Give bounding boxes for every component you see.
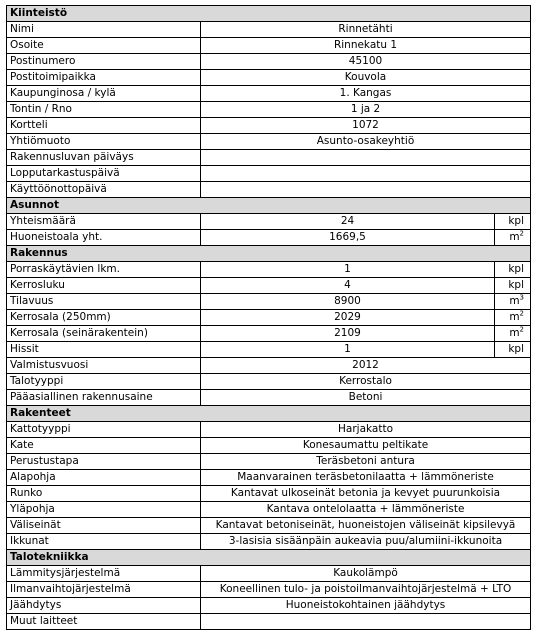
table-row xyxy=(7,582,531,598)
row-value: 1 ja 2 xyxy=(201,102,531,118)
property-info-body xyxy=(7,6,531,630)
section-title: Asunnot xyxy=(7,198,531,214)
row-value: Huoneistokohtainen jäähdytys xyxy=(201,598,531,614)
row-value: Rinnetähti xyxy=(201,22,531,38)
unit-text: m xyxy=(509,327,520,339)
unit-text: m xyxy=(509,311,520,323)
unit-text: kpl xyxy=(508,263,525,275)
row-label: Ilmanvaihtojärjestelmä xyxy=(7,582,201,598)
row-label: Valmistusvuosi xyxy=(7,358,201,374)
row-label: Postinumero xyxy=(7,54,201,70)
table-row xyxy=(7,86,531,102)
table-row xyxy=(7,182,531,198)
table-row xyxy=(7,38,531,54)
row-label: Postitoimipaikka xyxy=(7,70,201,86)
row-unit xyxy=(495,310,531,326)
table-row xyxy=(7,70,531,86)
row-value: 1669,5 xyxy=(201,230,495,246)
unit-text: kpl xyxy=(508,343,525,355)
section-title: Talotekniikka xyxy=(7,550,531,566)
table-row xyxy=(7,54,531,70)
row-value: 1072 xyxy=(201,118,531,134)
section-header xyxy=(7,6,531,22)
row-label: Huoneistoala yht. xyxy=(7,230,201,246)
row-label: Väliseinät xyxy=(7,518,201,534)
row-value xyxy=(201,614,531,630)
row-unit xyxy=(495,326,531,342)
row-label: Käyttöönottopäivä xyxy=(7,182,201,198)
row-label: Kerrosluku xyxy=(7,278,201,294)
row-value: 8900 xyxy=(201,294,495,310)
table-row xyxy=(7,262,531,278)
row-value: 2029 xyxy=(201,310,495,326)
row-unit xyxy=(495,342,531,358)
table-row xyxy=(7,342,531,358)
row-label: Lopputarkastuspäivä xyxy=(7,166,201,182)
table-row xyxy=(7,438,531,454)
table-row xyxy=(7,374,531,390)
table-row xyxy=(7,390,531,406)
row-label: Kate xyxy=(7,438,201,454)
table-row xyxy=(7,358,531,374)
row-label: Tontin / Rno xyxy=(7,102,201,118)
row-value xyxy=(201,182,531,198)
row-unit xyxy=(495,278,531,294)
row-unit xyxy=(495,262,531,278)
table-row xyxy=(7,470,531,486)
unit-text: kpl xyxy=(508,279,525,291)
unit-exponent: 3 xyxy=(519,293,525,302)
row-value: Kouvola xyxy=(201,70,531,86)
row-value: 2109 xyxy=(201,326,495,342)
table-row xyxy=(7,102,531,118)
row-label: Osoite xyxy=(7,38,201,54)
section-title: Rakennus xyxy=(7,246,531,262)
row-value: 2012 xyxy=(201,358,531,374)
row-label: Perustustapa xyxy=(7,454,201,470)
row-value: 3-lasisia sisäänpäin aukeavia puu/alumiini-ikkunoita xyxy=(201,534,531,550)
table-row xyxy=(7,534,531,550)
row-label: Kerrosala (seinärakentein) xyxy=(7,326,201,342)
row-value: Koneellinen tulo- ja poistoilmanvaihtojärjestelmä + LTO xyxy=(201,582,531,598)
unit-exponent: 2 xyxy=(519,229,525,238)
table-row xyxy=(7,422,531,438)
unit-text: kpl xyxy=(508,215,525,227)
row-value: Maanvarainen teräsbetonilaatta + lämmöneriste xyxy=(201,470,531,486)
table-row xyxy=(7,598,531,614)
table-row xyxy=(7,22,531,38)
row-value: Konesaumattu peltikate xyxy=(201,438,531,454)
row-unit xyxy=(495,214,531,230)
row-unit xyxy=(495,230,531,246)
row-value: Teräsbetoni antura xyxy=(201,454,531,470)
section-header xyxy=(7,406,531,422)
row-label: Yläpohja xyxy=(7,502,201,518)
row-label: Alapohja xyxy=(7,470,201,486)
row-label: Yhteismäärä xyxy=(7,214,201,230)
row-value: 24 xyxy=(201,214,495,230)
table-row xyxy=(7,454,531,470)
row-value: Kaukolämpö xyxy=(201,566,531,582)
row-value: Harjakatto xyxy=(201,422,531,438)
row-value: 1 xyxy=(201,262,495,278)
row-value: 4 xyxy=(201,278,495,294)
table-row xyxy=(7,310,531,326)
row-label: Kaupunginosa / kylä xyxy=(7,86,201,102)
row-unit xyxy=(495,294,531,310)
row-label: Ikkunat xyxy=(7,534,201,550)
table-row xyxy=(7,294,531,310)
row-value: 1. Kangas xyxy=(201,86,531,102)
row-label: Runko xyxy=(7,486,201,502)
table-row xyxy=(7,502,531,518)
unit-text: m xyxy=(509,295,520,307)
section-header xyxy=(7,198,531,214)
section-header xyxy=(7,550,531,566)
row-label: Kattotyyppi xyxy=(7,422,201,438)
table-row xyxy=(7,214,531,230)
row-value: Kerrostalo xyxy=(201,374,531,390)
section-header xyxy=(7,246,531,262)
unit-exponent: 2 xyxy=(519,309,525,318)
table-row xyxy=(7,118,531,134)
row-value xyxy=(201,150,531,166)
row-value: Kantava ontelolaatta + lämmöneriste xyxy=(201,502,531,518)
table-row xyxy=(7,326,531,342)
table-row xyxy=(7,150,531,166)
row-label: Porraskäytävien lkm. xyxy=(7,262,201,278)
row-value xyxy=(201,166,531,182)
row-value: 1 xyxy=(201,342,495,358)
row-value: 45100 xyxy=(201,54,531,70)
row-label: Nimi xyxy=(7,22,201,38)
row-label: Jäähdytys xyxy=(7,598,201,614)
row-value: Kantavat betoniseinät, huoneistojen väliseinät kipsilevyä xyxy=(201,518,531,534)
row-label: Tilavuus xyxy=(7,294,201,310)
row-value: Rinnekatu 1 xyxy=(201,38,531,54)
table-row xyxy=(7,614,531,630)
table-row xyxy=(7,486,531,502)
table-row xyxy=(7,230,531,246)
table-row xyxy=(7,166,531,182)
row-value: Betoni xyxy=(201,390,531,406)
section-title: Rakenteet xyxy=(7,406,531,422)
row-label: Kerrosala (250mm) xyxy=(7,310,201,326)
section-title: Kiinteistö xyxy=(7,6,531,22)
row-label: Muut laitteet xyxy=(7,614,201,630)
row-label: Yhtiömuoto xyxy=(7,134,201,150)
row-label: Lämmitysjärjestelmä xyxy=(7,566,201,582)
row-label: Pääasiallinen rakennusaine xyxy=(7,390,201,406)
table-row xyxy=(7,518,531,534)
row-label: Hissit xyxy=(7,342,201,358)
property-info-table xyxy=(6,5,531,630)
row-label: Rakennusluvan päiväys xyxy=(7,150,201,166)
row-value: Kantavat ulkoseinät betonia ja kevyet puurunkoisia xyxy=(201,486,531,502)
table-row xyxy=(7,566,531,582)
unit-text: m xyxy=(509,231,520,243)
row-value: Asunto-osakeyhtiö xyxy=(201,134,531,150)
table-row xyxy=(7,278,531,294)
row-label: Talotyyppi xyxy=(7,374,201,390)
table-row xyxy=(7,134,531,150)
unit-exponent: 2 xyxy=(519,325,525,334)
row-label: Kortteli xyxy=(7,118,201,134)
